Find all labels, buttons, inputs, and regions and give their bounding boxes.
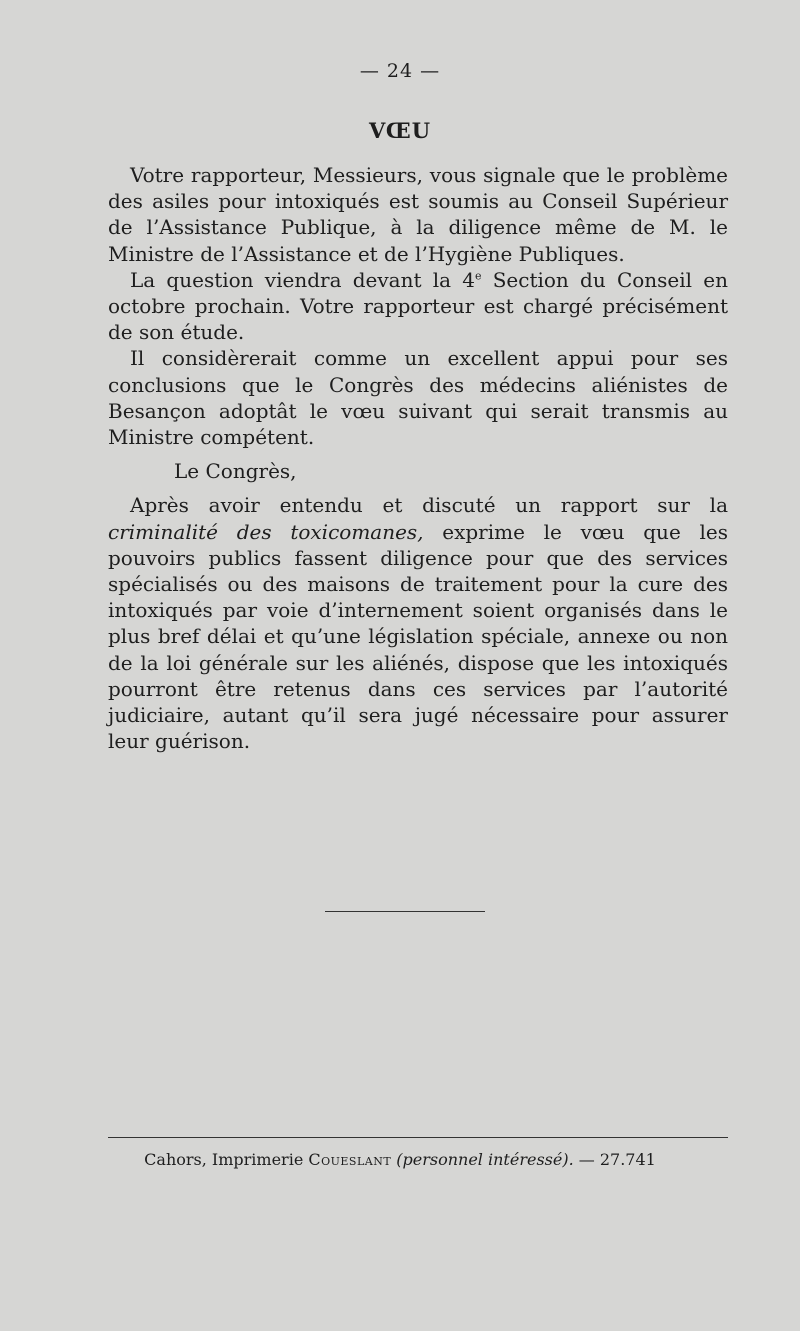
resolution-italic: criminalité des toxicomanes, — [108, 519, 424, 544]
document-body — [108, 162, 728, 754]
imprint-printer: Coueslant — [308, 1150, 392, 1169]
footer-rule — [108, 1137, 728, 1138]
paragraph-2-end: Section du Conseil en octobre prochain. Votre rapporteur est chargé précisément de son étude. — [108, 267, 728, 345]
section-title: VŒU — [368, 118, 432, 143]
paragraph-3: Il considèrerait comme un excellent appui pour ses conclusions que le Congrès des médecins aliénistes de Besançon adoptât le vœu suivant qui serait transmis au Ministre compétent. — [108, 346, 728, 450]
page-number: — 24 — — [359, 60, 441, 82]
resolution-end: exprime le vœu que les pouvoirs publics fassent diligence pour que des services spécialisés ou des maisons de traitement pour la cure des intoxiqués par voie d’internement soient organisés dans le plus bref délai et qu’une législation spéciale, annexe ou non de la loi générale sur les aliénés, dispose que les intoxiqués pourront être retenus dans ces services par l’autorité judiciaire, autant qu’il sera jugé nécessaire pour assurer leur guérison. — [108, 519, 728, 754]
imprint-number: — 27.741 — [573, 1150, 656, 1169]
paragraph-1: Votre rapporteur, Messieurs, vous signale que le problème des asiles pour intoxiqués est soumis au Conseil Supérieur de l’Assistance Publique, à la diligence même de M. le Ministre de l’Assistance et de l’Hygiène Publiques. — [108, 163, 728, 266]
paragraph-2 — [108, 267, 728, 346]
resolution-paragraph — [108, 492, 728, 754]
resolution-start: Après avoir entendu et discuté un rapport sur la — [130, 493, 728, 518]
paragraph-2-start: La question viendra devant la 4 — [130, 267, 475, 292]
superscript-e: e — [474, 269, 482, 283]
printer-imprint — [0, 1150, 800, 1169]
congress-heading: Le Congrès, — [174, 459, 297, 484]
imprint-city: Cahors, Imprimerie — [144, 1150, 309, 1169]
separator-rule — [325, 911, 485, 912]
imprint-note: (personnel intéressé). — [396, 1150, 574, 1169]
